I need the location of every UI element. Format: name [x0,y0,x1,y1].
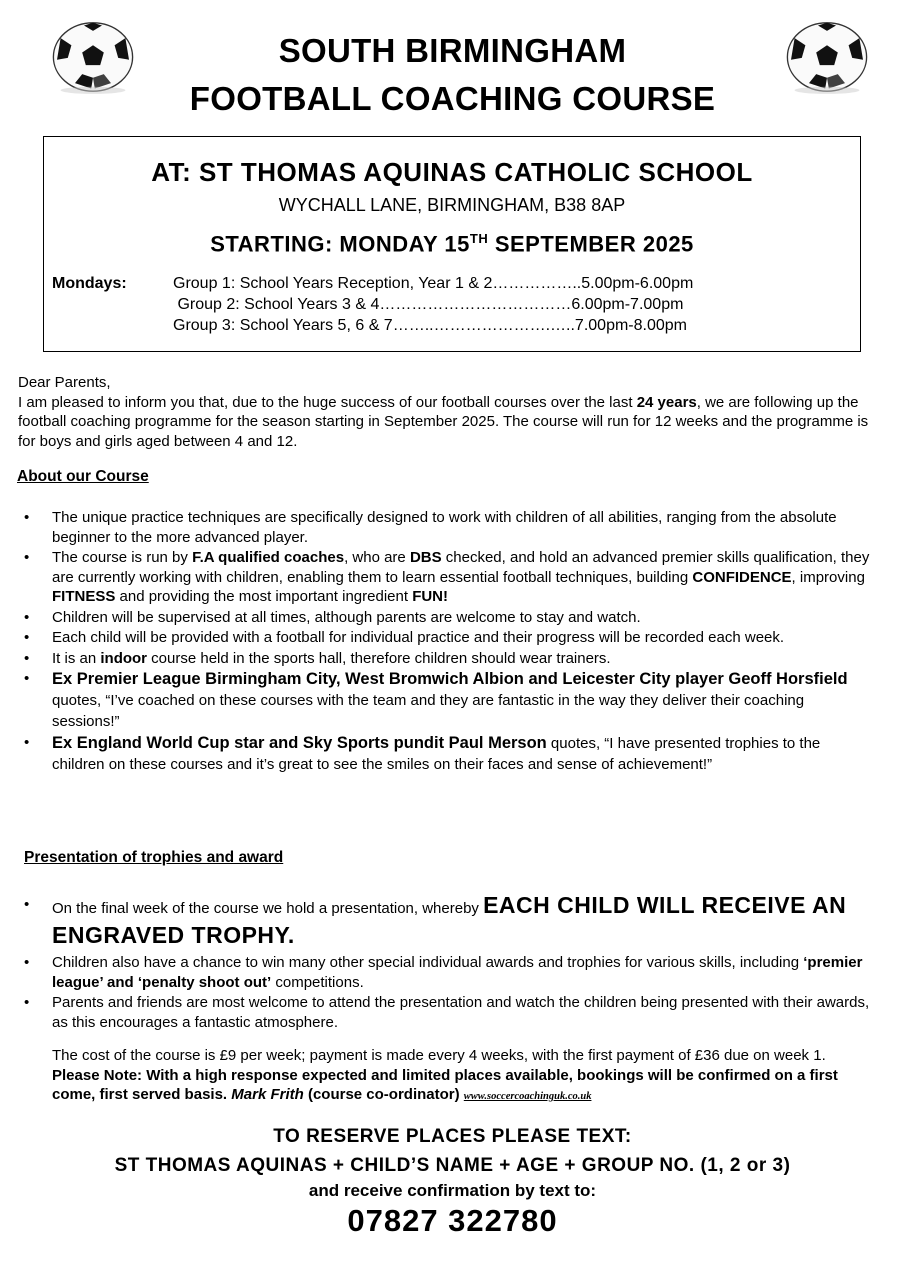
group-2-schedule: Group 2: School Years 3 & 4………………………………6.00pm-7.00pm [173,296,684,313]
phone-number: 07827 322780 [347,1203,558,1238]
reserve-confirmation: and receive confirmation by text to: [308,1181,597,1200]
title-line-1: SOUTH BIRMINGHAM [278,32,627,69]
reserve-instructions: ST THOMAS AQUINAS + CHILD’S NAME + AGE + GROUP NO. (1, 2 or 3) [114,1155,791,1176]
list-item: • It is an indoor course held in the sports hall, therefore children should wear trainers. [18,649,870,669]
list-item: • Parents and friends are most welcome to attend the presentation and watch the children being presented with their awards, as this encourages a fantastic atmosphere. [18,993,870,1032]
greeting: Dear Parents, [18,374,111,391]
list-item: • Each child will be provided with a football for individual practice and their progress will be recorded each week. [18,628,870,648]
list-item: • Ex Premier League Birmingham City, West Bromwich Albion and Leicester City player Geoff Horsfield quotes, “I’ve coached on these courses with the team and they are fantastic in the way they deliver their coaching sessions!” [18,669,870,732]
about-heading: About our Course [17,468,149,485]
website-link[interactable]: www.soccercoachinguk.co.uk [463,1091,592,1102]
school-name: AT: ST THOMAS AQUINAS CATHOLIC SCHOOL [151,157,753,187]
letter-intro [18,373,878,451]
group-3-schedule: Group 3: School Years 5, 6 & 7……..………………….…..7.00pm-8.00pm [173,317,687,334]
start-date: STARTING: MONDAY 15TH SEPTEMBER 2025 [210,231,694,257]
about-list [18,508,870,776]
school-address: WYCHALL LANE, BIRMINGHAM, B38 8AP [278,195,626,215]
presentation-list [18,892,870,1033]
group-1-schedule: Group 1: School Years Reception, Year 1 & 2……………..5.00pm-6.00pm [173,275,694,292]
list-item: • The course is run by F.A qualified coaches, who are DBS checked, and hold an advanced premier skills qualification, they are currently working with children, enabling them to learn essential football techniques, building CONFIDENCE, improving FITNESS and providing the most important ingredient FUN! [18,548,870,607]
reserve-heading: TO RESERVE PLACES PLEASE TEXT: [273,1126,632,1147]
presentation-heading: Presentation of trophies and award [24,849,284,866]
cost-paragraph: The cost of the course is £9 per week; payment is made every 4 weeks, with the first payment of £36 due on week 1. Please Note: With a high response expected and limited places available, bookings will be confirmed on a first come, first served basis. Mark Frith (course co-ordinator) www.soccercoachinguk.co.uk [52,1047,838,1103]
list-item: • On the final week of the course we hold a presentation, whereby EACH CHILD WILL RECEIVE AN ENGRAVED TROPHY. [18,892,870,952]
list-item: • Children will be supervised at all times, although parents are welcome to stay and watch. [18,608,870,628]
list-item: • Children also have a chance to win many other special individual awards and trophies for various skills, including ‘premier league’ and ‘penalty shoot out’ competitions. [18,953,870,992]
title-line-2: FOOTBALL COACHING COURSE [189,80,716,117]
venue-box [43,136,861,352]
intro-paragraph: I am pleased to inform you that, due to the huge success of our football courses over the last 24 years, we are following up the football coaching programme for the season starting in September 2025. The course will run for 12 weeks and the programme is for boys and girls aged between 4 and 12. [18,393,869,450]
list-item: • Ex England World Cup star and Sky Sports pundit Paul Merson quotes, “I have presented trophies to the children on these courses and it’s great to see the smiles on their faces and sense of achievement!” [18,733,870,775]
day-label: Mondays: [52,275,127,292]
list-item: • The unique practice techniques are specifically designed to work with children of all abilities, ranging from the absolute beginner to the more advanced player. [18,508,870,547]
